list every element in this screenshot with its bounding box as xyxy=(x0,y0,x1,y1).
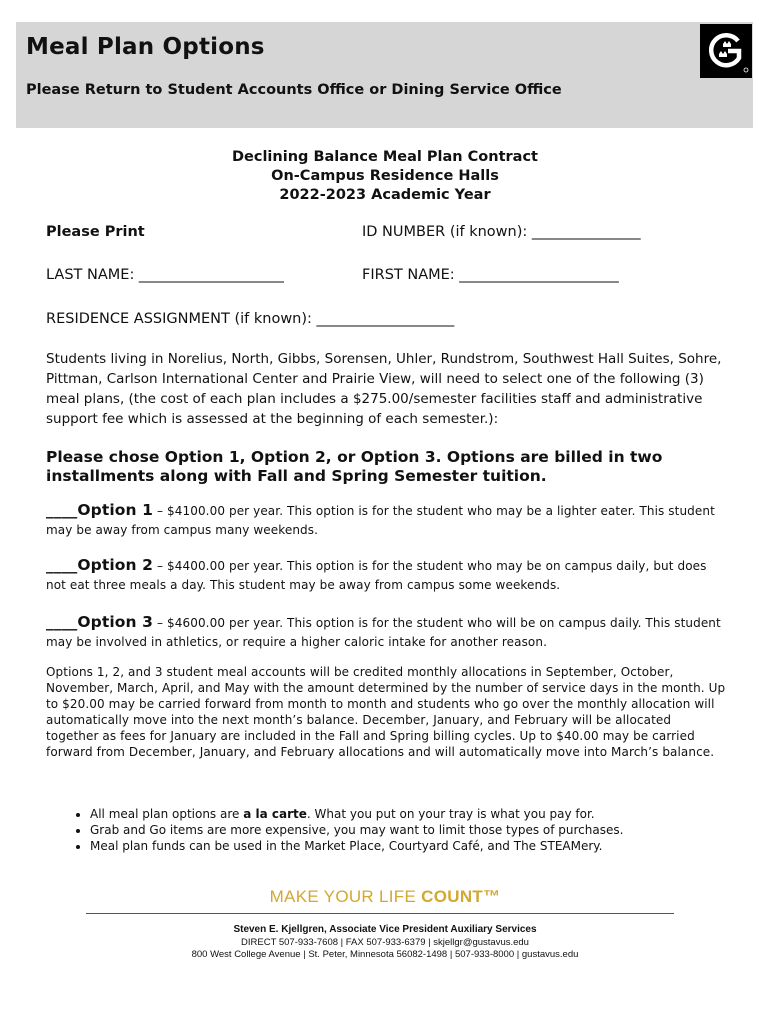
contract-year: 2022-2023 Academic Year xyxy=(279,187,491,203)
header-banner xyxy=(16,22,753,128)
last-name-field[interactable]: LAST NAME: ____________________ xyxy=(46,267,284,283)
first-name-field[interactable]: FIRST NAME: ______________________ xyxy=(362,267,619,283)
option-3-label: Option 3 xyxy=(77,613,154,631)
allocation-paragraph: Options 1, 2, and 3 student meal accounts will be credited monthly allocations in September, October, November, March, April, and May with the amount determined by the number of service days in the month. Up to $20.00 may be carried forward from month to month and students who go over the monthly allocation will automatically move into the next month’s balance. December, January, and February will be allocated together as fees for January are included in the Fall and Spring billing cycles. Up to $40.00 may be carried forward from December, January, and February allocations and will automatically move into March’s balance. xyxy=(46,665,726,759)
intro-paragraph: Students living in Norelius, North, Gibbs, Sorensen, Uhler, Rundstrom, Southwest Hall Suites, Sohre, Pittman, Carlson International Center and Prairie View, will need to select one of the following (3) meal plans, (the cost of each plan includes a $275.00/semester facilities staff and administrative support fee which is assessed at the beginning of each semester.): xyxy=(46,351,722,427)
option-2-description: – $4400.00 per year. This option is for the student who may be on campus daily, but does not eat three meals a day. This student may be away from campus some weekends. xyxy=(46,559,707,592)
please-print-label: Please Print xyxy=(46,224,145,240)
residence-assignment-field[interactable]: RESIDENCE ASSIGNMENT (if known): ___________________ xyxy=(46,311,455,327)
list-item: • Grab and Go items are more expensive, you may want to limit those types of purchases. xyxy=(90,822,730,838)
footer-divider xyxy=(86,913,674,914)
footer-address: 800 West College Avenue | St. Peter, Minnesota 56082-1498 | 507-933-8000 | gustavus.edu xyxy=(191,949,579,960)
id-number-field[interactable]: ID NUMBER (if known): _______________ xyxy=(362,224,641,240)
list-item: • All meal plan options are a la carte. What you put on your tray is what you pay for. xyxy=(90,806,730,822)
contract-title: Declining Balance Meal Plan Contract xyxy=(232,149,538,165)
gustavus-g-logo-icon xyxy=(700,24,752,78)
list-item: • Meal plan funds can be used in the Market Place, Courtyard Café, and The STEAMery. xyxy=(90,838,730,854)
option-3 xyxy=(46,613,726,652)
option-1-description: – $4100.00 per year. This option is for the student who may be a lighter eater. This student may be away from campus many weekends. xyxy=(46,504,715,537)
page-title: Meal Plan Options xyxy=(26,34,265,60)
bullet-list xyxy=(66,806,730,854)
option-2-label: Option 2 xyxy=(77,556,154,574)
option-1 xyxy=(46,501,726,540)
page-subtitle: Please Return to Student Accounts Office or Dining Service Office xyxy=(26,82,562,98)
contract-location: On-Campus Residence Halls xyxy=(271,168,499,184)
footer-contact-name: Steven E. Kjellgren, Associate Vice President Auxiliary Services xyxy=(233,924,537,935)
tagline: MAKE YOUR LIFE COUNT™ xyxy=(269,887,501,906)
option-3-blank[interactable]: ____ xyxy=(46,613,78,631)
option-1-label: Option 1 xyxy=(77,501,154,519)
choose-option-heading: Please chose Option 1, Option 2, or Option 3. Options are billed in two installments along with Fall and Spring Semester tuition. xyxy=(46,448,663,485)
option-2-blank[interactable]: ____ xyxy=(46,556,78,574)
option-1-blank[interactable]: ____ xyxy=(46,501,78,519)
option-3-description: – $4600.00 per year. This option is for the student who will be on campus daily. This student may be involved in athletics, or require a higher caloric intake for another reason. xyxy=(46,616,721,649)
option-2 xyxy=(46,556,726,595)
footer-phone-email: DIRECT 507-933-7608 | FAX 507-933-6379 | skjellgr@gustavus.edu xyxy=(241,937,529,948)
